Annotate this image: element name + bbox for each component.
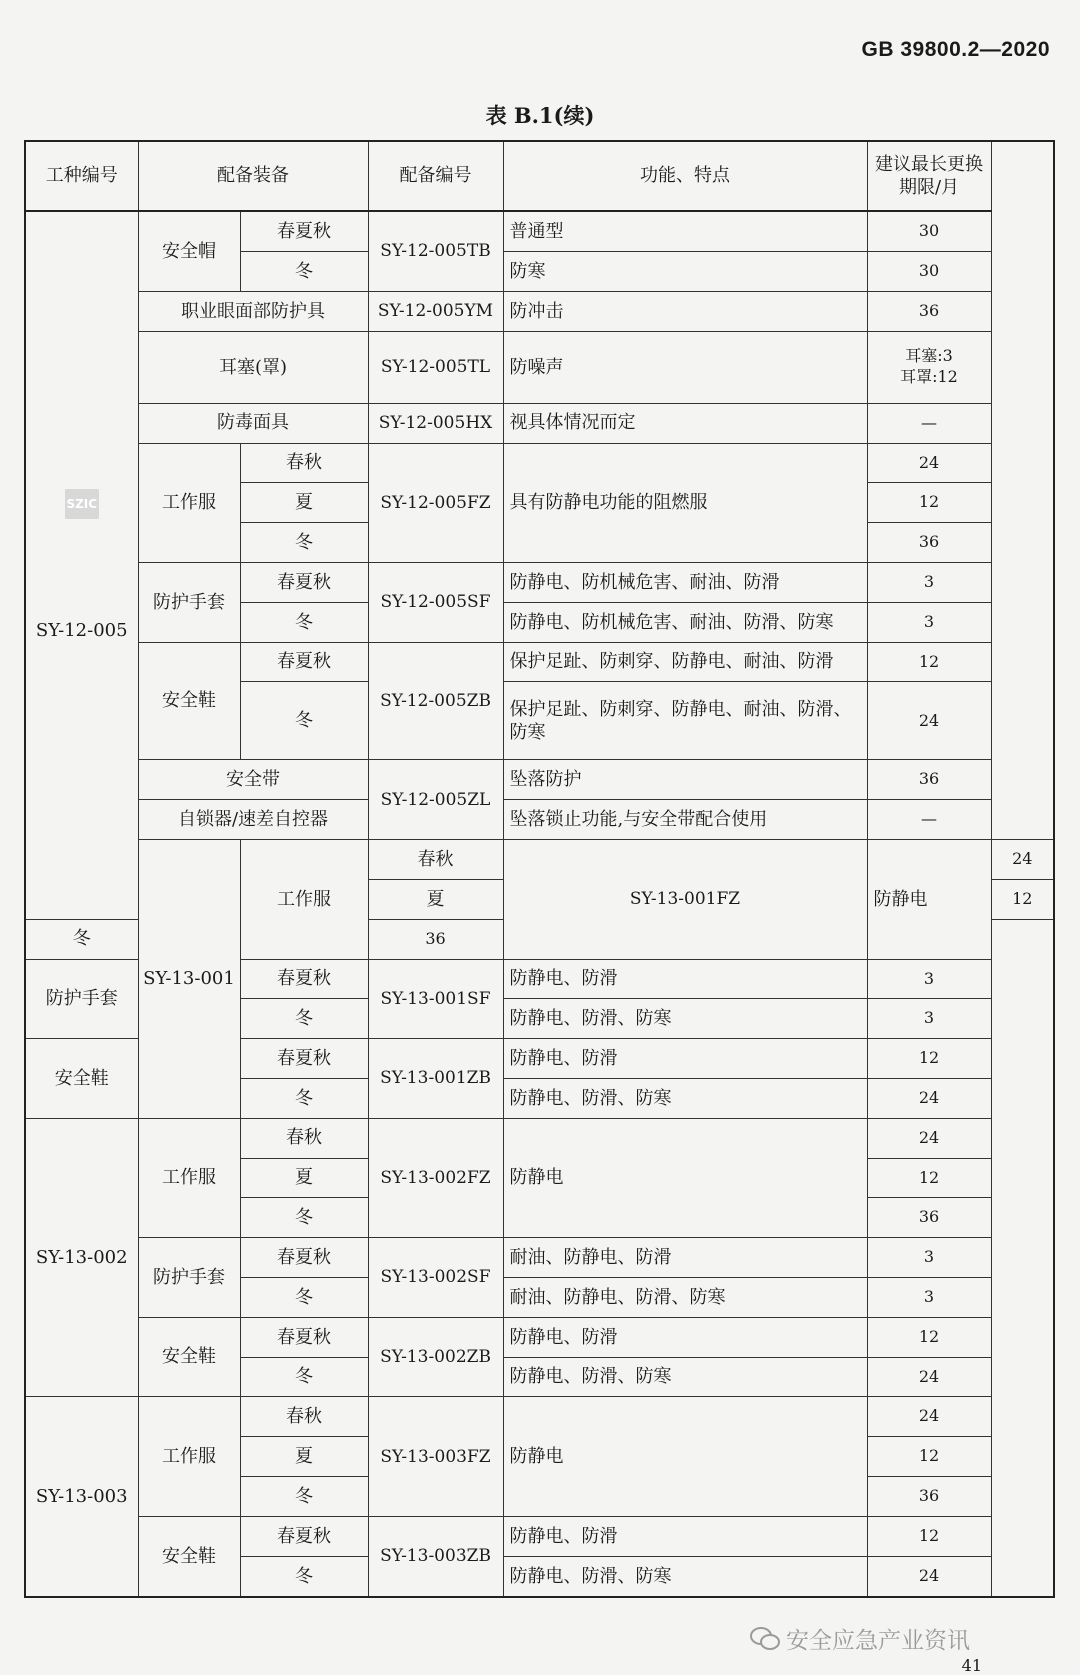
period: 3 — [867, 602, 991, 642]
page-footer — [0, 1600, 1080, 1675]
equipment-name: 安全鞋 — [138, 642, 240, 760]
season: 冬 — [240, 999, 368, 1039]
period: 12 — [867, 642, 991, 682]
feature: 防静电 — [503, 1118, 867, 1237]
period: 12 — [867, 1039, 991, 1079]
equipment-code: SY-13-003FZ — [368, 1397, 503, 1516]
feature: 防静电、防滑、防寒 — [503, 999, 867, 1039]
table-row — [25, 642, 1054, 682]
period: 24 — [867, 1357, 991, 1397]
feature: 防静电、防滑 — [503, 1516, 867, 1556]
season: 春秋 — [240, 443, 368, 483]
table-row — [25, 1118, 1054, 1158]
period: — — [867, 403, 991, 443]
job-code: SY-13-003 — [25, 1397, 138, 1597]
feature: 视具体情况而定 — [503, 403, 867, 443]
equipment-name: 职业眼面部防护具 — [138, 291, 368, 331]
table-row — [25, 291, 1054, 331]
period: 24 — [867, 1556, 991, 1597]
period: 12 — [867, 1158, 991, 1198]
season: 春夏秋 — [240, 1039, 368, 1079]
col-header-code: 配备编号 — [368, 141, 503, 211]
period: 3 — [867, 1238, 991, 1278]
season: 夏 — [240, 1437, 368, 1477]
equipment-code: SY-13-002ZB — [368, 1317, 503, 1397]
equipment-name: 安全带 — [138, 760, 368, 800]
feature: 保护足趾、防刺穿、防静电、耐油、防滑 — [503, 642, 867, 682]
feature: 耐油、防静电、防滑、防寒 — [503, 1278, 867, 1318]
season: 冬 — [240, 602, 368, 642]
feature: 具有防静电功能的阻燃服 — [503, 443, 867, 562]
period — [867, 331, 991, 403]
season: 春夏秋 — [240, 563, 368, 603]
period: — — [867, 800, 991, 840]
equipment-code: SY-12-005SF — [368, 563, 503, 643]
equipment-code: SY-13-001ZB — [368, 1039, 503, 1119]
feature: 防噪声 — [503, 331, 867, 403]
period: 12 — [867, 1516, 991, 1556]
equipment-code: SY-13-003ZB — [368, 1516, 503, 1597]
equipment-code: SY-13-002FZ — [368, 1118, 503, 1237]
feature: 防静电、防滑 — [503, 959, 867, 999]
equipment-name: 工作服 — [240, 840, 368, 959]
period: 24 — [991, 840, 1054, 880]
period: 36 — [867, 291, 991, 331]
equipment-name: 防毒面具 — [138, 403, 368, 443]
period: 30 — [867, 252, 991, 292]
table-row — [25, 443, 1054, 483]
season: 冬 — [240, 252, 368, 292]
table-row — [25, 800, 1054, 840]
season: 春夏秋 — [240, 1238, 368, 1278]
equipment-name: 防护手套 — [25, 959, 138, 1039]
equipment-name: 防护手套 — [138, 563, 240, 643]
period: 3 — [867, 959, 991, 999]
equipment-name: 工作服 — [138, 1397, 240, 1516]
feature: 防静电 — [503, 1397, 867, 1516]
equipment-code: SY-12-005FZ — [368, 443, 503, 562]
table-row — [25, 403, 1054, 443]
period: 3 — [867, 1278, 991, 1318]
equipment-name: 防护手套 — [138, 1238, 240, 1318]
season: 冬 — [240, 1556, 368, 1597]
table-row — [25, 563, 1054, 603]
season: 冬 — [240, 1078, 368, 1118]
equipment-code: SY-12-005ZB — [368, 642, 503, 760]
season: 春秋 — [240, 1397, 368, 1437]
chat-bubble-icon — [750, 1626, 780, 1652]
feature: 普通型 — [503, 211, 867, 252]
season: 夏 — [240, 1158, 368, 1198]
table-title: 表 B.1(续) — [485, 103, 595, 128]
season: 冬 — [240, 1278, 368, 1318]
period: 12 — [991, 879, 1054, 919]
job-code: SY-13-001 — [138, 840, 240, 1119]
szic-logo: SZIC — [65, 489, 99, 519]
period: 30 — [867, 211, 991, 252]
period: 12 — [867, 1317, 991, 1357]
period-earplug: 耳塞:3 — [905, 346, 953, 366]
col-header-equipment: 配备装备 — [138, 141, 368, 211]
equipment-code: SY-12-005HX — [368, 403, 503, 443]
feature: 防冲击 — [503, 291, 867, 331]
feature: 防静电、防滑、防寒 — [503, 1357, 867, 1397]
col-header-period: 建议最长更换期限/月 — [867, 141, 991, 211]
season: 春夏秋 — [240, 1317, 368, 1357]
period: 36 — [867, 1477, 991, 1517]
feature: 防静电、防机械危害、耐油、防滑 — [503, 563, 867, 603]
season: 春秋 — [368, 840, 503, 880]
equipment-table-wrap — [24, 140, 1055, 1598]
season: 春夏秋 — [240, 1516, 368, 1556]
equipment-name: 耳塞(罩) — [138, 331, 368, 403]
equipment-name: 自锁器/速差自控器 — [138, 800, 368, 840]
season: 夏 — [240, 483, 368, 523]
feature: 坠落防护 — [503, 760, 867, 800]
period: 24 — [867, 443, 991, 483]
period: 36 — [867, 523, 991, 563]
watermark — [750, 1622, 970, 1655]
period: 36 — [867, 760, 991, 800]
table-row — [25, 1397, 1054, 1437]
table-row — [25, 331, 1054, 403]
period: 3 — [867, 563, 991, 603]
season: 冬 — [240, 1477, 368, 1517]
equipment-code: SY-12-005ZL — [368, 760, 503, 840]
equipment-code: SY-12-005TB — [368, 211, 503, 291]
season: 冬 — [240, 1357, 368, 1397]
period: 12 — [867, 1437, 991, 1477]
period-earmuff: 耳罩:12 — [900, 367, 958, 387]
table-row — [25, 1516, 1054, 1556]
standard-code: GB 39800.2—2020 — [861, 38, 1050, 61]
equipment-code: SY-12-005TL — [368, 331, 503, 403]
equipment-name: 安全帽 — [138, 211, 240, 291]
period: 3 — [867, 999, 991, 1039]
feature: 耐油、防静电、防滑 — [503, 1238, 867, 1278]
job-code-cell — [25, 211, 138, 919]
equipment-name: 安全鞋 — [138, 1317, 240, 1397]
job-code: SY-12-005 — [35, 619, 128, 641]
equipment-code: SY-13-001SF — [368, 959, 503, 1039]
table-row — [25, 1238, 1054, 1278]
equipment-name: 安全鞋 — [138, 1516, 240, 1597]
table-row — [25, 840, 1054, 880]
season: 春秋 — [240, 1118, 368, 1158]
equipment-code: SY-12-005YM — [368, 291, 503, 331]
feature: 坠落锁止功能,与安全带配合使用 — [503, 800, 867, 840]
season: 冬 — [25, 919, 138, 959]
feature: 防静电、防滑 — [503, 1317, 867, 1357]
period: 24 — [867, 682, 991, 760]
watermark-text: 安全应急产业资讯 — [786, 1628, 970, 1654]
feature: 防静电、防机械危害、耐油、防滑、防寒 — [503, 602, 867, 642]
table-row — [25, 1317, 1054, 1357]
period: 24 — [867, 1078, 991, 1118]
equipment-name: 安全鞋 — [25, 1039, 138, 1119]
season: 冬 — [240, 1198, 368, 1238]
season: 夏 — [368, 879, 503, 919]
equipment-code: SY-13-002SF — [368, 1238, 503, 1318]
period: 24 — [867, 1118, 991, 1158]
period: 36 — [867, 1198, 991, 1238]
feature: 防寒 — [503, 252, 867, 292]
period: 12 — [867, 483, 991, 523]
col-header-job: 工种编号 — [25, 141, 138, 211]
feature: 防静电 — [867, 840, 991, 959]
equipment-name: 工作服 — [138, 1118, 240, 1237]
table-row — [25, 211, 1054, 252]
page-number: 41 — [961, 1656, 982, 1675]
season: 冬 — [240, 682, 368, 760]
period: 36 — [368, 919, 503, 959]
equipment-table — [24, 140, 1055, 1598]
period: 24 — [867, 1397, 991, 1437]
season: 春夏秋 — [240, 211, 368, 252]
season: 春夏秋 — [240, 642, 368, 682]
header-row — [25, 141, 1054, 211]
season: 春夏秋 — [240, 959, 368, 999]
feature: 防静电、防滑、防寒 — [503, 1078, 867, 1118]
table-row — [25, 760, 1054, 800]
season: 冬 — [240, 523, 368, 563]
feature: 防静电、防滑 — [503, 1039, 867, 1079]
feature: 保护足趾、防刺穿、防静电、耐油、防滑、防寒 — [503, 682, 867, 760]
feature: 防静电、防滑、防寒 — [503, 1556, 867, 1597]
equipment-name: 工作服 — [138, 443, 240, 562]
col-header-feature: 功能、特点 — [503, 141, 867, 211]
equipment-code: SY-13-001FZ — [503, 840, 867, 959]
job-code: SY-13-002 — [25, 1118, 138, 1397]
